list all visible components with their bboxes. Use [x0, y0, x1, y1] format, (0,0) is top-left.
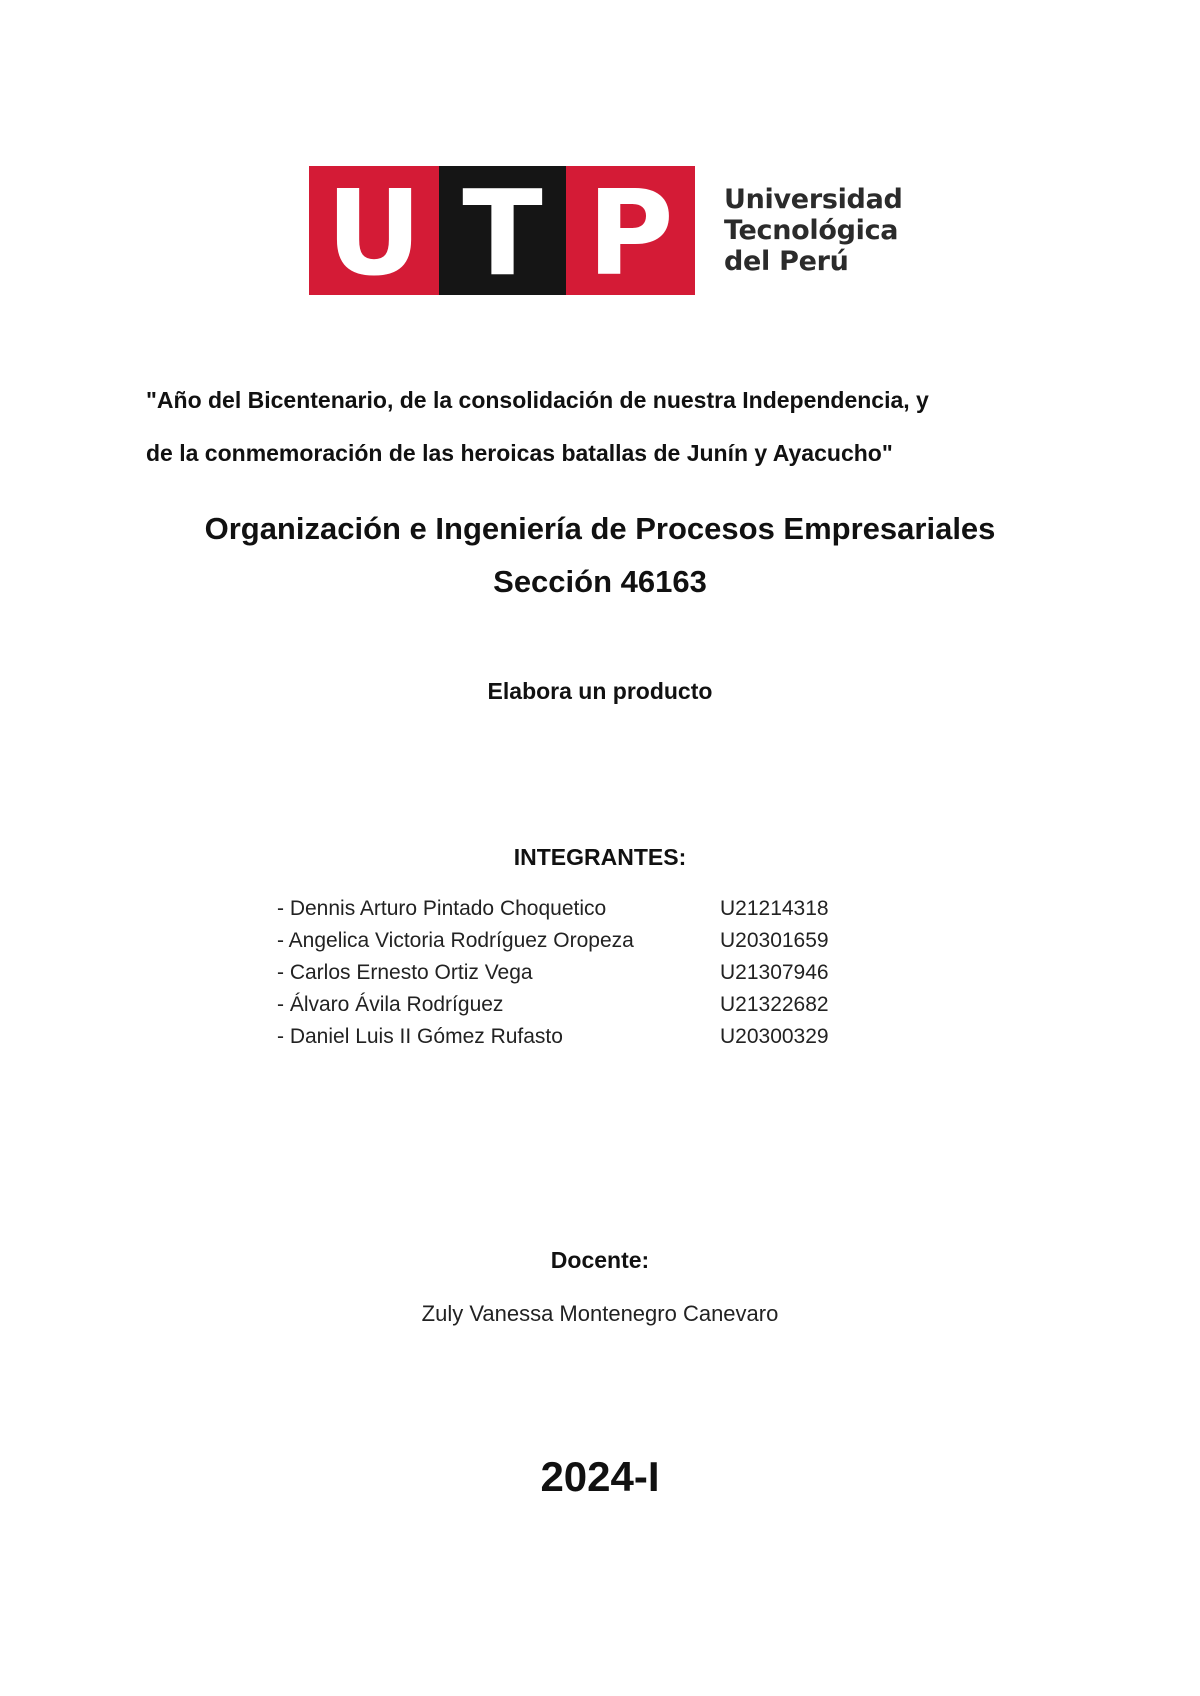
- year-motto: [146, 374, 1086, 480]
- member-code: U20301659: [720, 929, 829, 952]
- logo-wordmark: [724, 184, 903, 277]
- member-code: U20300329: [720, 1025, 829, 1048]
- member-row: [277, 957, 917, 989]
- logo-letter-t-block: [439, 163, 566, 302]
- member-code: U21307946: [720, 961, 829, 984]
- teacher-heading: Docente:: [550, 1247, 650, 1273]
- members-heading: INTEGRANTES:: [513, 844, 687, 870]
- logo-line-1: Universidad: [724, 184, 903, 215]
- course-heading: [0, 502, 1200, 608]
- logo-letter-u: U: [326, 163, 422, 302]
- member-code: U21214318: [720, 897, 829, 920]
- course-section: Sección 46163: [493, 564, 707, 599]
- member-code: U21322682: [720, 993, 829, 1016]
- assignment-title: Elabora un producto: [487, 678, 713, 704]
- members-list: [277, 893, 917, 1053]
- teacher-name: Zuly Vanessa Montenegro Canevaro: [421, 1301, 779, 1326]
- logo-line-3: del Perú: [724, 246, 849, 277]
- member-name: - Álvaro Ávila Rodríguez: [277, 993, 504, 1016]
- course-title: Organización e Ingeniería de Procesos Empresariales: [204, 511, 996, 546]
- member-row: [277, 925, 917, 957]
- member-name: - Carlos Ernesto Ortiz Vega: [277, 961, 533, 984]
- motto-line-2: de la conmemoración de las heroicas batallas de Junín y Ayacucho": [146, 440, 893, 466]
- logo-line-2: Tecnológica: [724, 215, 899, 246]
- motto-line-1: "Año del Bicentenario, de la consolidación de nuestra Independencia, y: [146, 387, 929, 413]
- logo-letter-u-block: [309, 163, 439, 302]
- academic-period: 2024-I: [540, 1453, 660, 1500]
- logo-letter-t: T: [462, 163, 543, 302]
- member-row: [277, 1021, 917, 1053]
- member-row: [277, 893, 917, 925]
- logo-letter-p-block: [566, 163, 695, 302]
- utp-logo: [309, 163, 903, 302]
- logo-letter-p: P: [587, 163, 674, 302]
- member-name: - Angelica Victoria Rodríguez Oropeza: [277, 929, 634, 952]
- member-name: - Dennis Arturo Pintado Choquetico: [277, 897, 607, 920]
- member-name: - Daniel Luis II Gómez Rufasto: [277, 1025, 563, 1048]
- member-row: [277, 989, 917, 1021]
